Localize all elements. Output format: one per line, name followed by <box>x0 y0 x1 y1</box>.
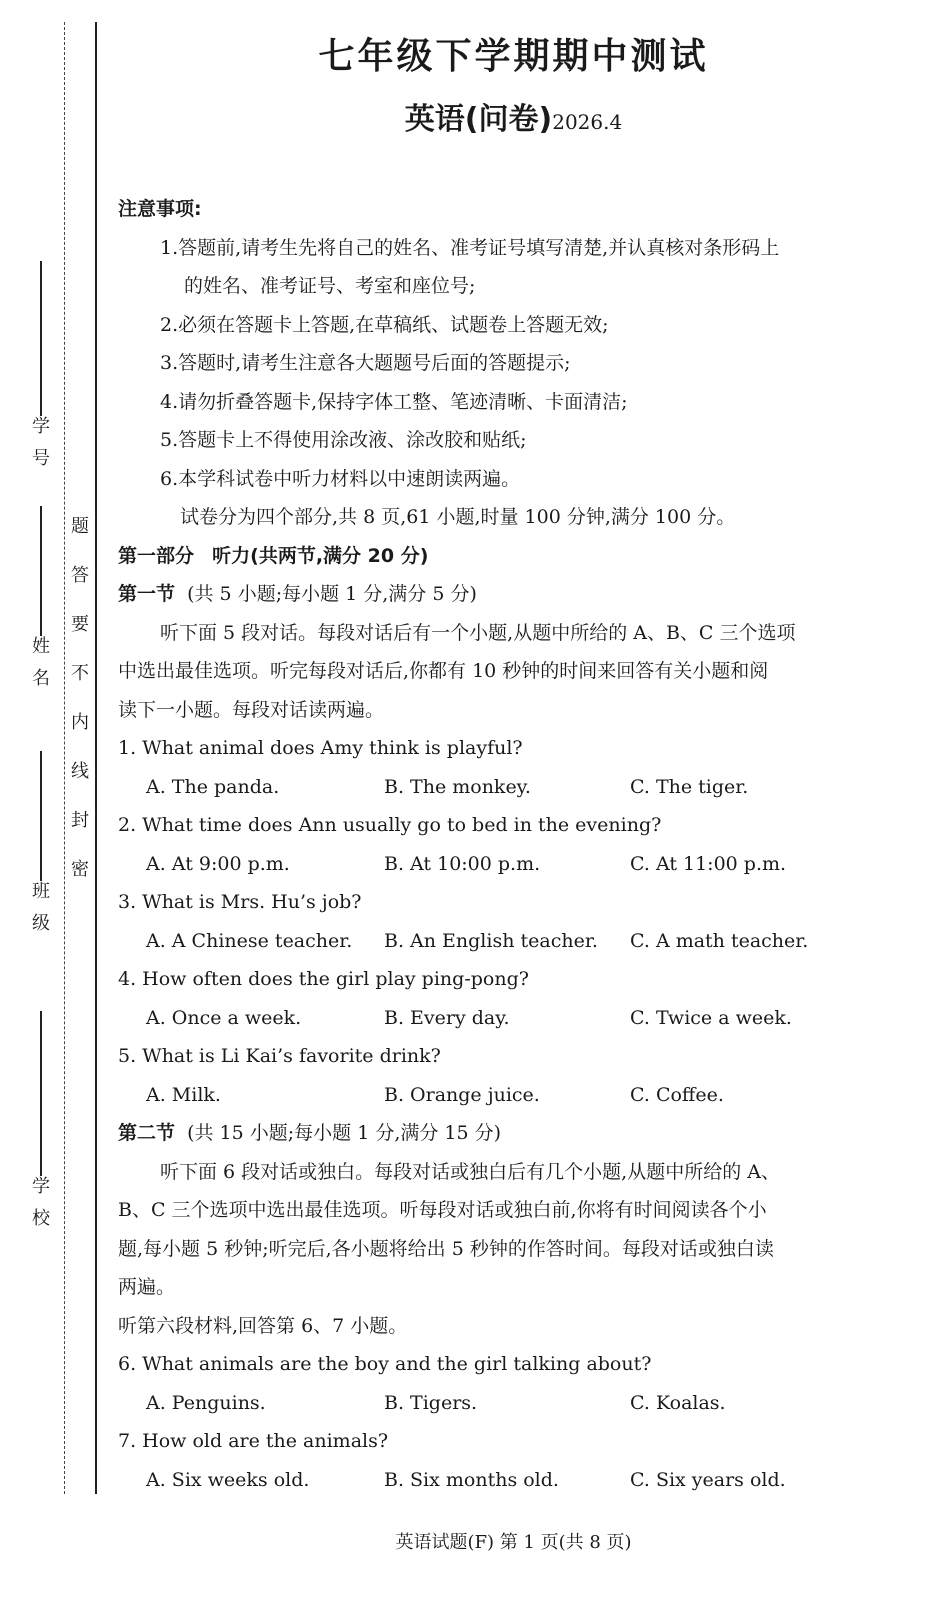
options-6 <box>118 1384 898 1423</box>
question-1: 1. What animal does Amy think is playful? <box>118 737 523 759</box>
options-4 <box>118 999 898 1038</box>
seal-char: 不 <box>71 663 89 684</box>
option-c: C. Twice a week. <box>630 1006 792 1029</box>
part1-title: 听力(共两节,满分 20 分) <box>212 544 429 567</box>
section1-heading: 第一节 <box>118 583 176 605</box>
option-b: B. At 10:00 p.m. <box>384 852 541 875</box>
options-3 <box>118 922 898 961</box>
section1-instructions: 中选出最佳选项。听完每段对话后,你都有 10 秒钟的时间来回答有关小题和阅 <box>118 660 769 682</box>
binding-solid-line <box>95 22 97 1494</box>
page-footer: 英语试题(F) 第 1 页(共 8 页) <box>395 1532 632 1553</box>
notice-item: 2.必须在答题卡上答题,在草稿纸、试题卷上答题无效; <box>160 313 609 336</box>
question-7: 7. How old are the animals? <box>118 1430 389 1452</box>
name-label: 姓名 <box>29 636 50 700</box>
section1-instructions: 听下面 5 段对话。每段对话后有一个小题,从题中所给的 A、B、C 三个选项 <box>160 621 796 644</box>
notice-item: 5.答题卡上不得使用涂改液、涂改胶和贴纸; <box>160 429 527 451</box>
question-6: 6. What animals are the boy and the girl talking about? <box>118 1353 652 1375</box>
section1-note: (共 5 小题;每小题 1 分,满分 5 分) <box>187 583 477 605</box>
seal-line-text <box>68 518 92 910</box>
class-blank[interactable] <box>40 751 42 881</box>
subject-label: 英语(问卷) <box>404 102 553 137</box>
notice-item: 6.本学科试卷中听力材料以中速朗读两遍。 <box>160 467 521 490</box>
seal-char: 内 <box>71 712 89 733</box>
option-a: A. Penguins. <box>146 1391 266 1414</box>
exam-title: 七年级下学期期中测试 <box>318 36 709 77</box>
notice-item: 的姓名、准考证号、考室和座位号; <box>184 275 476 297</box>
question-2: 2. What time does Ann usually go to bed in the evening? <box>118 814 662 836</box>
student-number-field <box>30 255 52 480</box>
options-2 <box>118 845 898 884</box>
options-5 <box>118 1076 898 1115</box>
option-c: C. Six years old. <box>630 1468 786 1491</box>
school-blank[interactable] <box>40 1011 42 1176</box>
seal-char: 线 <box>71 761 89 782</box>
name-field <box>30 500 52 700</box>
student-number-label: 学号 <box>29 416 50 480</box>
section2-instructions: 听下面 6 段对话或独白。每段对话或独白后有几个小题,从题中所给的 A、 <box>160 1160 780 1183</box>
option-b: B. Every day. <box>384 1006 510 1029</box>
section2-instructions: B、C 三个选项中选出最佳选项。听每段对话或独白前,你将有时间阅读各个小 <box>118 1199 767 1221</box>
seal-char: 题 <box>71 516 89 537</box>
option-b: B. Tigers. <box>384 1391 478 1414</box>
exam-summary: 试卷分为四个部分,共 8 页,61 小题,时量 100 分钟,满分 100 分。 <box>180 506 736 528</box>
class-field <box>30 745 52 945</box>
part1-heading: 第一部分 <box>118 544 195 567</box>
material-note: 听第六段材料,回答第 6、7 小题。 <box>118 1314 408 1337</box>
notice-heading: 注意事项: <box>118 198 202 220</box>
options-7 <box>118 1461 898 1500</box>
section2-heading: 第二节 <box>118 1122 176 1144</box>
options-1 <box>118 768 898 807</box>
seal-char: 要 <box>71 614 89 635</box>
page-content <box>118 190 898 1499</box>
option-c: C. At 11:00 p.m. <box>630 852 787 875</box>
exam-date: 2026.4 <box>552 110 623 134</box>
seal-char: 密 <box>71 859 89 880</box>
binding-dashed-line <box>64 22 65 1494</box>
section2-header <box>118 1114 898 1153</box>
option-a: A. At 9:00 p.m. <box>146 852 290 875</box>
question-5: 5. What is Li Kai’s favorite drink? <box>118 1045 441 1067</box>
option-c: C. The tiger. <box>630 775 749 798</box>
student-number-blank[interactable] <box>40 261 42 416</box>
name-blank[interactable] <box>40 506 42 636</box>
section2-instructions: 题,每小题 5 秒钟;听完后,各小题将给出 5 秒钟的作答时间。每段对话或独白读 <box>118 1237 774 1260</box>
school-field <box>30 1005 52 1240</box>
option-b: B. Orange juice. <box>384 1083 540 1106</box>
option-c: C. Koalas. <box>630 1391 726 1414</box>
option-b: B. An English teacher. <box>384 929 598 952</box>
option-a: A. Milk. <box>146 1083 221 1106</box>
notice-item: 3.答题时,请考生注意各大题题号后面的答题提示; <box>160 352 571 374</box>
question-3: 3. What is Mrs. Hu’s job? <box>118 891 362 913</box>
option-a: A. A Chinese teacher. <box>146 929 353 952</box>
seal-char: 封 <box>71 810 89 831</box>
notice-item: 4.请勿折叠答题卡,保持字体工整、笔迹清晰、卡面清洁; <box>160 390 628 413</box>
question-4: 4. How often does the girl play ping-pong? <box>118 968 529 990</box>
option-c: C. A math teacher. <box>630 929 809 952</box>
school-label: 学校 <box>29 1176 50 1240</box>
notice-item: 1.答题前,请考生先将自己的姓名、准考证号填写清楚,并认真核对条形码上 <box>160 236 780 259</box>
section2-instructions: 两遍。 <box>118 1276 176 1298</box>
section1-header <box>118 575 898 614</box>
option-c: C. Coffee. <box>630 1083 724 1106</box>
option-a: A. Six weeks old. <box>146 1468 310 1491</box>
seal-char: 答 <box>71 565 89 586</box>
section2-note: (共 15 小题;每小题 1 分,满分 15 分) <box>187 1122 502 1144</box>
option-b: B. The monkey. <box>384 775 531 798</box>
class-label: 班级 <box>29 881 50 945</box>
part1-header <box>118 537 898 576</box>
option-a: A. The panda. <box>146 775 280 798</box>
option-a: A. Once a week. <box>146 1006 302 1029</box>
exam-subtitle <box>96 94 931 138</box>
option-b: B. Six months old. <box>384 1468 559 1491</box>
section1-instructions: 读下一小题。每段对话读两遍。 <box>118 698 385 721</box>
